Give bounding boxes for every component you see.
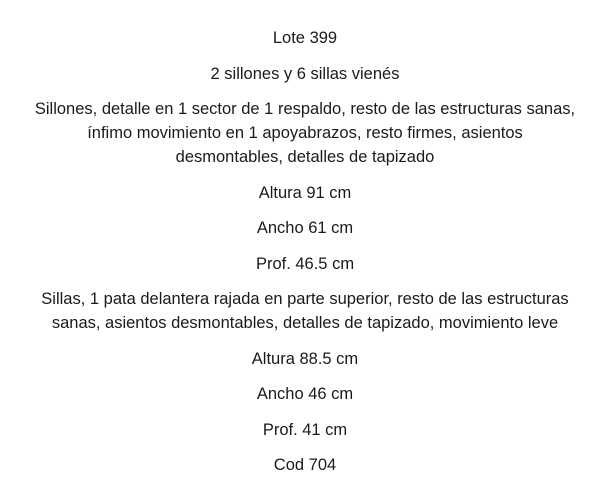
lot-title: 2 sillones y 6 sillas vienés (210, 64, 400, 83)
armchairs-height: Altura 91 cm (258, 183, 352, 202)
armchairs-width: Ancho 61 cm (256, 219, 354, 237)
chairs-height: Altura 88.5 cm (251, 349, 359, 368)
armchairs-depth: Prof. 46.5 cm (255, 254, 355, 273)
chairs-depth: Prof. 41 cm (262, 420, 348, 439)
lot-number: Lote 399 (272, 29, 338, 47)
chairs-description-line: Sillas, 1 pata delantera rajada en parte superior, resto de las estructuras (41, 290, 569, 308)
armchairs-description-line: ínfimo movimiento en 1 apoyabrazos, resto firmes, asientos (87, 124, 523, 142)
armchairs-description-line: desmontables, detalles de tapizado (175, 148, 435, 166)
chairs-width: Ancho 46 cm (256, 385, 354, 403)
armchairs-description (8, 97, 602, 169)
chairs-description-line: sanas, asientos desmontables, detalles de tapizado, movimiento leve (51, 314, 559, 332)
armchairs-description-line: Sillones, detalle en 1 sector de 1 respaldo, resto de las estructuras sanas, (34, 100, 576, 118)
chairs-description (8, 287, 602, 335)
lot-code: Cod 704 (273, 456, 337, 474)
